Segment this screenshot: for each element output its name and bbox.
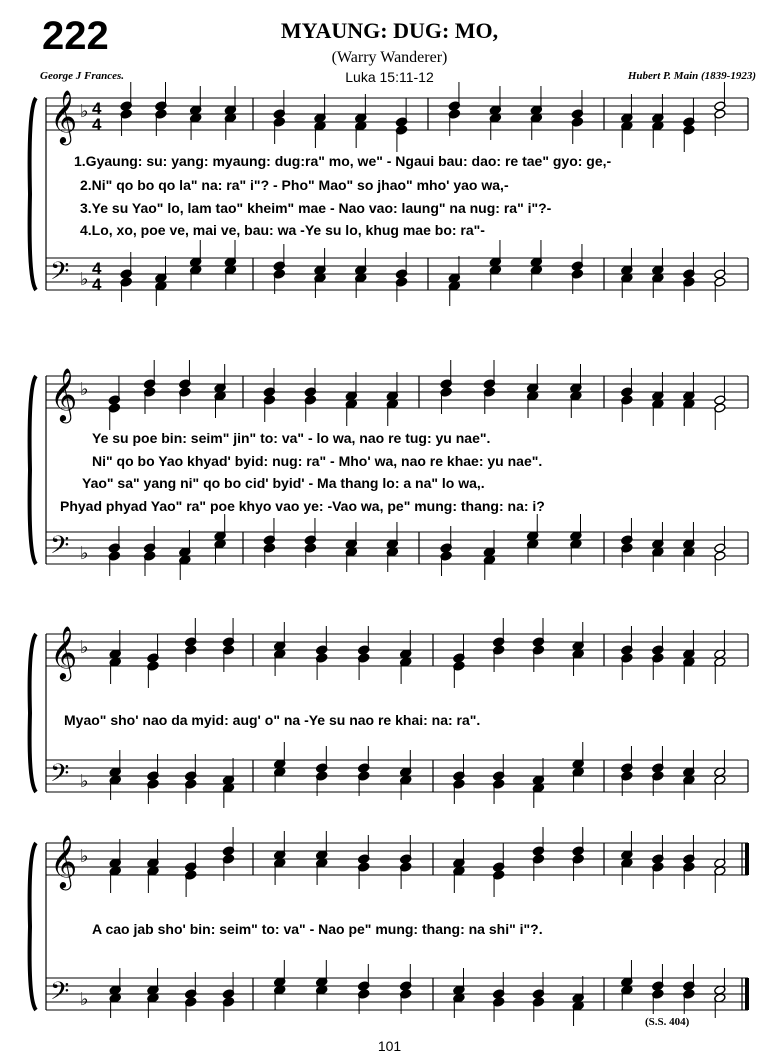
time-signature-bottom: 4	[92, 115, 102, 134]
scripture-reference: Luka 15:11-12	[345, 69, 434, 85]
brace	[30, 98, 36, 290]
treble-clef-icon: 𝄞	[50, 834, 78, 888]
final-barline	[745, 978, 749, 1010]
source-reference: (S.S. 404)	[645, 1016, 690, 1028]
time-signature-top: 4	[92, 99, 102, 118]
lyric-line: Ye su poe bin: seim" jin" to: va" - lo wa, nao re tug: yu nae".	[92, 430, 491, 446]
flat-sign-icon: ♭	[80, 269, 89, 290]
bass-clef-icon: 𝄢	[50, 257, 70, 292]
final-barline	[745, 843, 749, 875]
flat-sign-icon: ♭	[80, 846, 89, 867]
flat-sign-icon: ♭	[80, 771, 89, 792]
treble-clef-icon: 𝄞	[50, 89, 78, 143]
brace	[30, 376, 36, 564]
composer-credit: Hubert P. Main (1839-1923)	[627, 70, 756, 82]
lyric-line: Phyad phyad Yao" ra" poe khyo vao ye: -Vao wa, pe" mung: thang: na: i?	[60, 498, 545, 514]
lyric-line: 1.Gyaung: su: yang: myaung: dug:ra" mo, we" - Ngaui bau: dao: re tae" gyo: ge,-	[74, 153, 612, 169]
flat-sign-icon: ♭	[80, 379, 89, 400]
flat-sign-icon: ♭	[80, 101, 89, 122]
hymn-title: MYAUNG: DUG: MO,	[280, 18, 499, 43]
bass-clef-icon: 𝄢	[50, 977, 70, 1012]
lyric-line: Myao" sho' nao da myid: aug' o" na -Ye su nao re khai: na: ra".	[64, 712, 481, 728]
treble-clef-icon: 𝄞	[50, 367, 78, 421]
flat-sign-icon: ♭	[80, 543, 89, 564]
brace	[30, 634, 36, 792]
brace	[30, 843, 36, 1010]
lyric-line: 3.Ye su Yao" lo, lam tao" kheim" mae - Nao vao: laung" na nug: ra" i"?-	[80, 200, 552, 216]
lyric-line: Yao" sa" yang ni" qo bo cid' byid' - Ma thang lo: a na" lo wa,.	[82, 475, 485, 491]
flat-sign-icon: ♭	[80, 637, 89, 658]
lyric-line: 4.Lo, xo, poe ve, mai ve, bau: wa -Ye su lo, khug mae bo: ra"-	[80, 222, 485, 238]
hymn-subtitle: (Warry Wanderer)	[331, 49, 448, 66]
lyric-line: 2.Ni" qo bo qo la" na: ra" i"? - Pho" Mao" so jhao" mho' yao wa,-	[80, 177, 509, 193]
bass-clef-icon: 𝄢	[50, 531, 70, 566]
page-number: 101	[377, 1038, 402, 1054]
time-signature-bottom: 4	[92, 275, 102, 294]
lyric-line: A cao jab sho' bin: seim" to: va" - Nao pe" mung: thang: na shi" i"?.	[92, 921, 543, 937]
lyricist-credit: George J Frances.	[40, 70, 125, 82]
flat-sign-icon: ♭	[80, 989, 89, 1010]
lyric-line: Ni" qo bo Yao khyad' byid: nug: ra" - Mho' wa, nao re khae: yu nae".	[92, 453, 543, 469]
treble-clef-icon: 𝄞	[50, 625, 78, 679]
time-signature-top: 4	[92, 259, 102, 278]
bass-clef-icon: 𝄢	[50, 759, 70, 794]
hymn-number: 222	[42, 14, 109, 58]
